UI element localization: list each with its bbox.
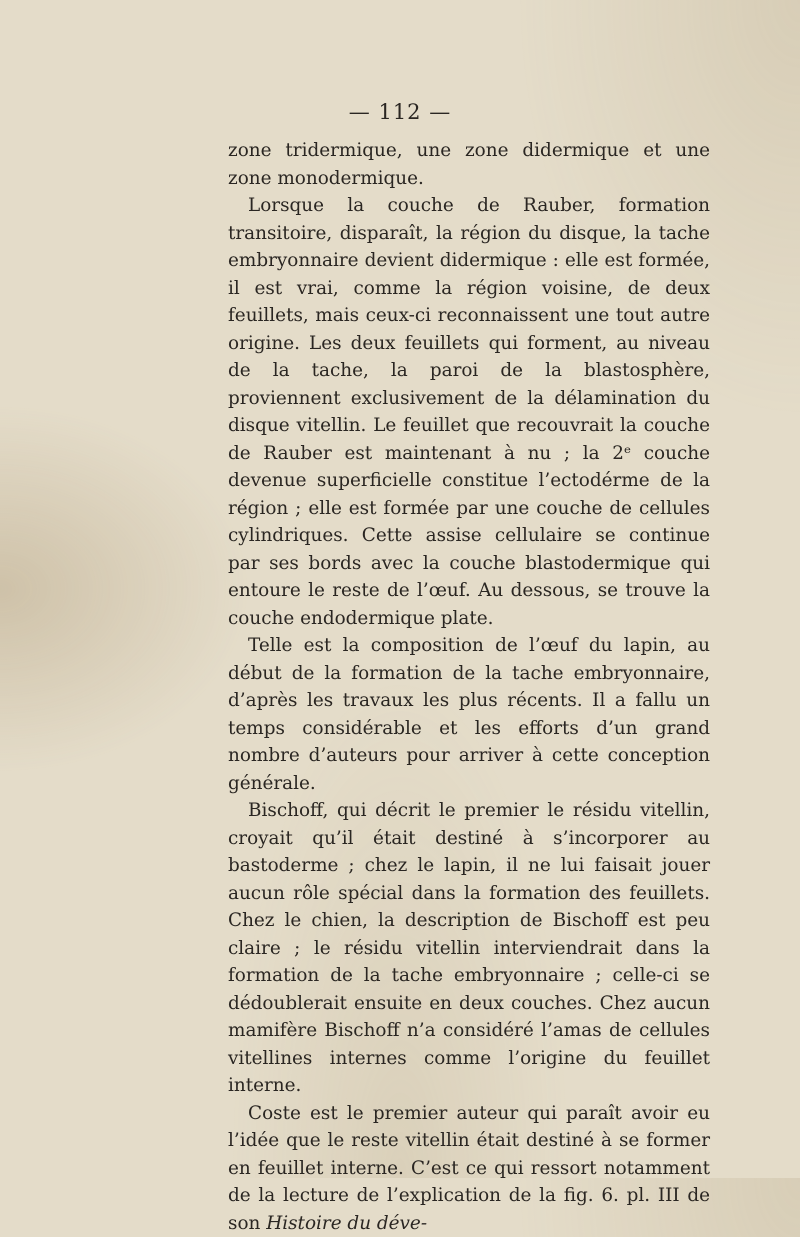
book-title-italic: Histoire du déve- — [266, 1213, 427, 1234]
paragraph-2: Lorsque la couche de Rauber, formation transitoire, disparaît, la région du disque, la tache embryonnaire devient didermique : elle est formée, il est vrai, comme la région voisine, de deux feuillets, mais ceux-ci reconnaissent une tout autre origine. Les deux feuillets qui forment, au niveau de la tache, la paroi de la blastosphère, proviennent exclusivement de la délamination du disque vitellin. Le feuillet que recouvrait la couche de Rauber est maintenant à nu ; la 2ᵉ couche devenue superficielle constitue l’ectodérme de la région ; elle est formée par une couche de cellules cylindriques. Cette assise cellulaire se continue par ses bords avec la couche blastodermique qui entoure le reste de l’œuf. Au dessous, se trouve la couche endodermique plate. — [228, 192, 710, 632]
body-text — [228, 137, 710, 1237]
page-number: — 112 — — [0, 100, 800, 124]
paragraph-3: Telle est la composition de l’œuf du lapin, au début de la formation de la tache embryonnaire, d’après les travaux les plus récents. Il a fallu un temps considérable et les efforts d’un grand nombre d’auteurs pour arriver à cette conception générale. — [228, 632, 710, 797]
paragraph-4: Bischoff, qui décrit le premier le résidu vitellin, croyait qu’il était destiné à s’incorporer au bastoderme ; chez le lapin, il ne lui faisait jouer aucun rôle spécial dans la formation des feuillets. Chez le chien, la description de Bischoff est peu claire ; le résidu vitellin interviendrait dans la formation de la tache embryonnaire ; celle-ci se dédoublerait ensuite en deux couches. Chez aucun mamifère Bischoff n’a considéré l’amas de cellules vitellines internes comme l’origine du feuillet interne. — [228, 797, 710, 1100]
paragraph-5 — [228, 1100, 710, 1237]
paragraph-1: zone tridermique, une zone didermique et une zone monodermique. — [228, 137, 710, 192]
paragraph-5-text: Coste est le premier auteur qui paraît avoir eu l’idée que le reste vitellin était destiné à se former en feuillet interne. C’est ce qui ressort notamment de la lecture de l’explication de la fig. 6. pl. III de son — [228, 1103, 710, 1234]
